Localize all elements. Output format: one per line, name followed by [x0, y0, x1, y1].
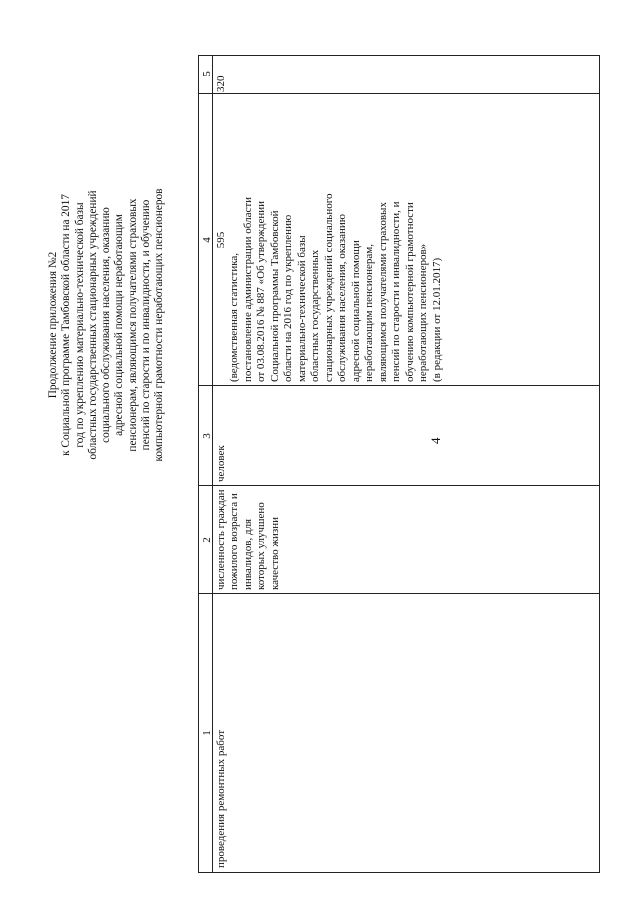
- source-line: (в редакции от 12.01.2017): [430, 257, 443, 382]
- cell-indicator: [215, 486, 282, 590]
- column-divider: [199, 385, 599, 386]
- program-table: [198, 55, 600, 873]
- appendix-heading: [47, 45, 167, 605]
- column-header-3: 3: [201, 433, 213, 439]
- source-line: материально-технической базы: [295, 235, 308, 382]
- source-line: обслуживания населения, оказанию: [336, 214, 348, 382]
- indicator-line: инвалидов, для: [241, 518, 254, 590]
- source-line: адресной социальной помощи: [349, 240, 362, 382]
- cell-activity: проведения ремонтных работ: [215, 729, 227, 868]
- source-line: области на 2016 год по укреплению: [282, 214, 294, 382]
- heading-line: к Социальной программе Тамбовской области на 2017: [60, 194, 73, 456]
- column-header-2: 2: [201, 537, 213, 543]
- source-line: являющимся получателями страховых: [376, 202, 389, 382]
- cell-unit: человек: [215, 445, 227, 482]
- column-header-5: 5: [201, 71, 213, 77]
- heading-line: Продолжение приложения №2: [47, 251, 59, 399]
- cell-amount: 320: [215, 75, 227, 92]
- indicator-line: качество жизни: [268, 517, 281, 590]
- page-number: 4: [428, 437, 443, 444]
- source-line: стационарных учреждений социального: [322, 193, 335, 382]
- heading-line: адресной социальной помощи неработающим: [113, 214, 126, 436]
- column-divider: [199, 593, 599, 594]
- heading-line: год по укреплению материально-технической базы: [73, 202, 86, 448]
- source-line: пенсий по старости и инвалидности, и: [390, 201, 402, 382]
- cell-source: [228, 97, 444, 382]
- source-line: неработающим пенсионерам,: [363, 244, 375, 382]
- column-divider: [199, 93, 599, 94]
- source-line: обучению компьютерной грамотности: [403, 202, 416, 382]
- source-line: от 03.08.2016 № 887 «Об утверждении: [255, 200, 267, 382]
- heading-line: компьютерной грамотности неработающих пенсионеров: [153, 188, 166, 462]
- source-line: областных государственных: [309, 249, 321, 382]
- heading-line: пенсионерам, являющимся получателями страховых: [126, 198, 139, 452]
- column-header-4: 4: [201, 237, 213, 243]
- cell-value: 595: [215, 231, 227, 249]
- indicator-line: численность граждан: [215, 489, 227, 590]
- source-line: неработающих пенсионеров»: [417, 243, 429, 382]
- source-line: Социальной программы Тамбовской: [268, 210, 281, 382]
- indicator-line: которых улучшено: [255, 502, 268, 590]
- heading-line: областных государственных стационарных учреждений: [86, 190, 99, 460]
- indicator-line: пожилого возраста и: [228, 493, 241, 590]
- source-line: постановление администрации области: [241, 196, 254, 382]
- heading-line: социального обслуживания населения, оказанию: [100, 207, 113, 443]
- heading-line: пенсий по старости и по инвалидности, и обучению: [140, 199, 153, 451]
- source-line: (ведомственная статистика,: [228, 252, 240, 382]
- column-header-1: 1: [201, 730, 213, 736]
